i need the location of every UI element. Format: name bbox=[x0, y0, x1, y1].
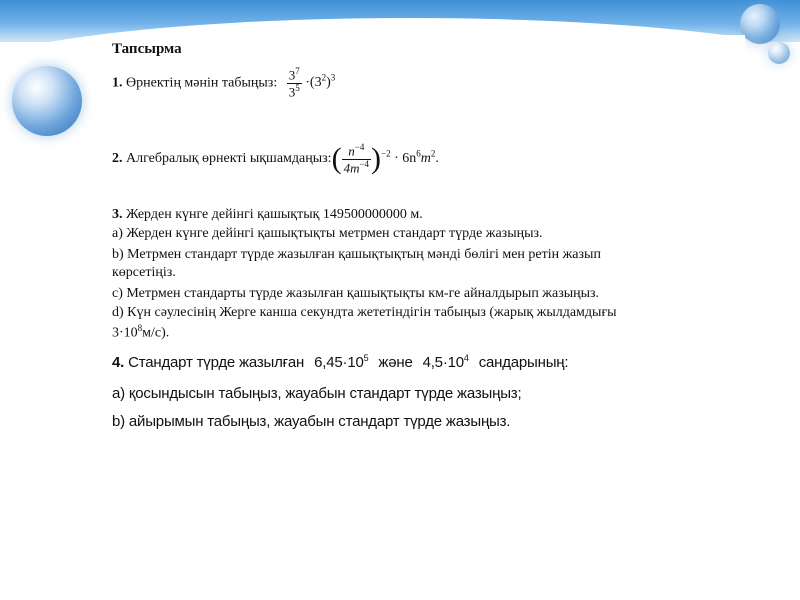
task-1-number: 1. bbox=[112, 75, 123, 91]
task-1: 1. Өрнектің мәнін табыңыз: $\frac{3^7}{3^5}$ $\cdot(3^2)^3$ bbox=[112, 66, 336, 99]
task-2: 2. Алгебралық өрнекті ықшамдаңыз:( $\frac{n^{-4}}{4m^{-4}}$ )$^{-2} \cdot 6n^6m^2$. bbox=[112, 141, 439, 175]
task-2-text: Алгебралық өрнекті ықшамдаңыз: bbox=[126, 151, 332, 167]
task-1-text: Өрнектің мәнін табыңыз: bbox=[126, 75, 278, 91]
task-2-fraction: $\frac{n^{-4}}{4m^{-4}}$ bbox=[343, 141, 370, 175]
task-sheet bbox=[100, 35, 745, 455]
task-4-value-2: $4,5\cdot 10^4$ bbox=[422, 353, 469, 371]
decorative-bubble-left bbox=[12, 66, 82, 136]
task-3-d-line-2: $3\cdot 10^8м/с$). bbox=[112, 323, 170, 341]
task-4-value-1: $6,45\cdot 10^5$ bbox=[314, 353, 369, 371]
task-4: 4. Стандарт түрде жазылған $6,45\cdot 10^5$ және $4,5\cdot 10^4$ сандарының: bbox=[112, 353, 569, 371]
task-2-outer-exponent: −2 bbox=[381, 148, 391, 159]
task-1-fraction: $\frac{3^7}{3^5}$ bbox=[288, 66, 300, 99]
task-3-d-line-1: d) Күн сәулесінің Жерге канша секундта жететіндігін табыңыз (жарық жылдамдығы bbox=[112, 305, 617, 320]
task-4-b: b) айырымын табыңыз, жауабын стандарт түрде жазыңыз. bbox=[112, 413, 511, 430]
task-1-power: $(3^2)^3$ bbox=[309, 72, 336, 91]
task-4-a: а) қосындысын табыңыз, жауабын стандарт түрде жазыңыз; bbox=[112, 385, 522, 402]
task-3-b-line-1: b) Метрмен стандарт түрде жазылған қашықтықтың мәнді бөлігі мен ретін жазып bbox=[112, 247, 601, 262]
task-3-b-line-2: көрсетіңіз. bbox=[112, 265, 176, 280]
decorative-bubble-top-right bbox=[740, 4, 780, 44]
task-2-tail: · $6n^6m^2$. bbox=[394, 148, 439, 167]
task-3-line-1: 3. Жерден күнге дейінгі қашықтық 149500000000 м. bbox=[112, 207, 423, 222]
task-3-c: c) Метрмен стандарты түрде жазылған қашықтықты км-ге айналдырып жазыңыз. bbox=[112, 286, 600, 301]
task-3-a: a) Жерден күнге дейінгі қашықтықты метрмен стандарт түрде жазыңыз. bbox=[112, 226, 543, 241]
decorative-bubble-small bbox=[768, 42, 790, 64]
task-2-number: 2. bbox=[112, 151, 123, 167]
sheet-title: Тапсырма bbox=[112, 41, 182, 57]
